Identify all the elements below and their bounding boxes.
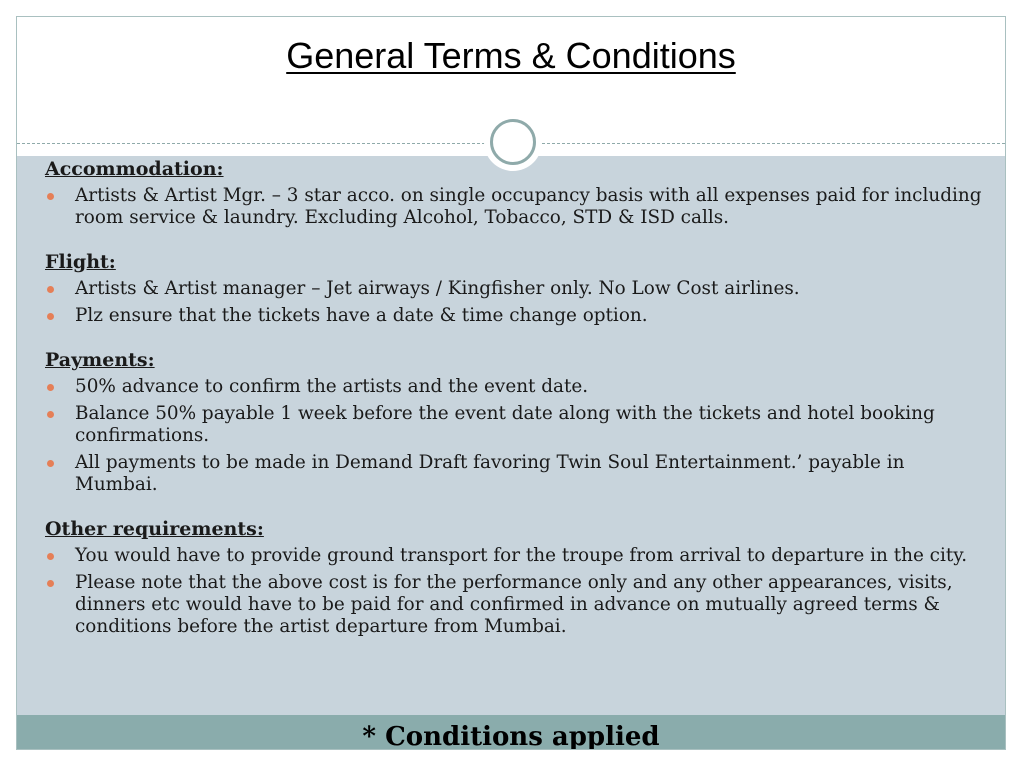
section-heading: Accommodation:	[45, 158, 224, 180]
slide	[16, 16, 1006, 750]
terms-body	[45, 156, 990, 660]
bullet-list	[45, 545, 990, 638]
section-flight	[45, 251, 990, 327]
list-item: Artists & Artist manager – Jet airways / Kingfisher only. No Low Cost airlines.	[45, 278, 990, 300]
list-item: You would have to provide ground transport for the troupe from arrival to departure in the city.	[45, 545, 990, 567]
footer-bar	[17, 715, 1005, 749]
section-heading: Payments:	[45, 349, 155, 371]
section-payments	[45, 349, 990, 496]
bullet-list	[45, 185, 990, 229]
content-area	[17, 156, 1005, 716]
section-other-requirements	[45, 518, 990, 638]
list-item: Artists & Artist Mgr. – 3 star acco. on single occupancy basis with all expenses paid for including room service & laundry. Excluding Alcohol, Tobacco, STD & ISD calls.	[45, 185, 990, 229]
page-title: General Terms & Conditions	[286, 35, 736, 76]
circle-ornament-ring	[490, 119, 536, 165]
section-heading: Other requirements:	[45, 518, 264, 540]
bullet-list	[45, 376, 990, 496]
section-heading: Flight:	[45, 251, 116, 273]
list-item: Balance 50% payable 1 week before the event date along with the tickets and hotel booking confirmations.	[45, 403, 990, 447]
list-item: Plz ensure that the tickets have a date & time change option.	[45, 305, 990, 327]
bullet-list	[45, 278, 990, 327]
list-item: All payments to be made in Demand Draft favoring Twin Soul Entertainment.’ payable in Mumbai.	[45, 452, 990, 496]
circle-ornament-icon	[484, 113, 542, 171]
list-item: 50% advance to confirm the artists and the event date.	[45, 376, 990, 398]
footer-note: * Conditions applied	[362, 722, 660, 750]
list-item: Please note that the above cost is for the performance only and any other appearances, visits, dinners etc would have to be paid for and confirmed in advance on mutually agreed terms & conditions before the artist departure from Mumbai.	[45, 572, 990, 638]
